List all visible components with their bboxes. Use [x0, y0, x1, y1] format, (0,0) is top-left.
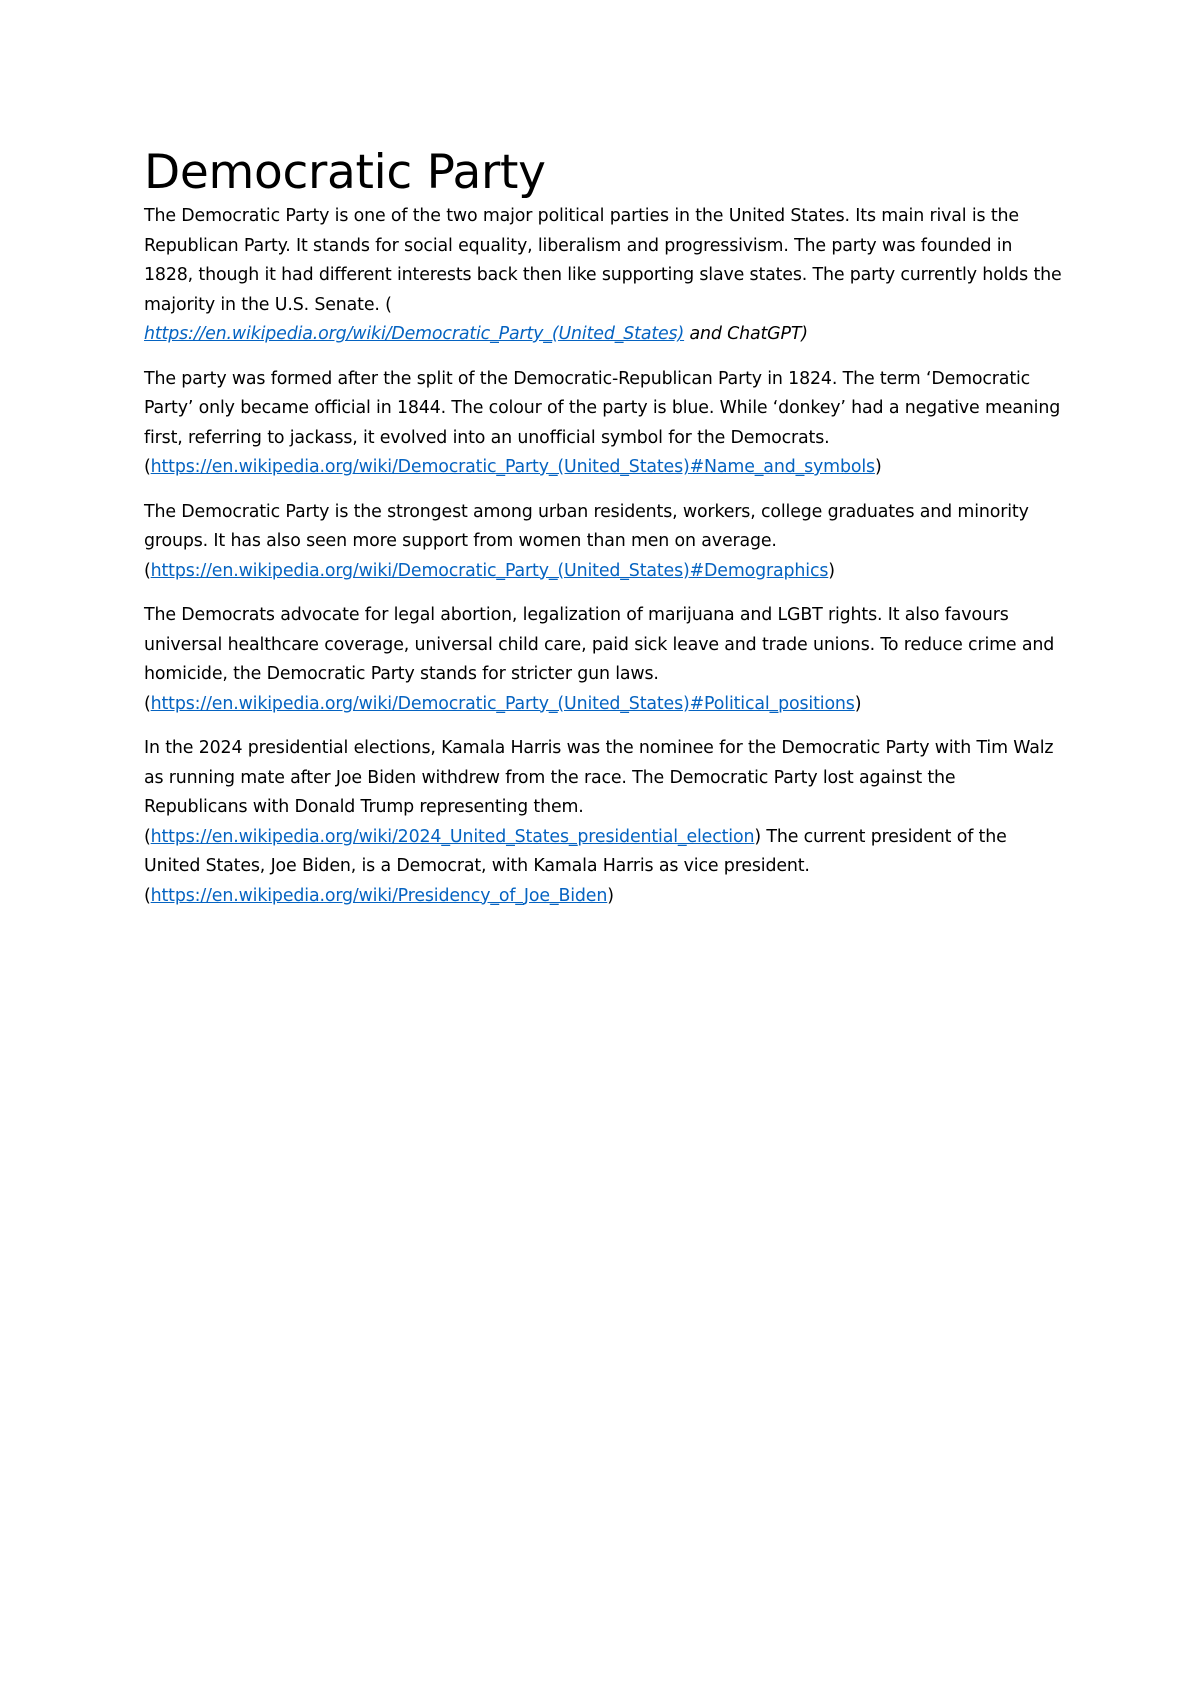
wikipedia-link-name-and-symbols[interactable]: https://en.wikipedia.org/wiki/Democratic_Party_(United_States)#Name_and_symbols — [150, 457, 875, 477]
paragraph-text: The Democratic Party is the strongest among urban residents, workers, college graduates and minority groups. It has also seen more support from women than men on average. — [144, 501, 1029, 551]
wikipedia-link-demographics[interactable]: https://en.wikipedia.org/wiki/Democratic_Party_(United_States)#Demographics — [150, 560, 829, 581]
paragraph-text: The Democrats advocate for legal abortion, legalization of marijuana and LGBT rights. It also favours universal healthcare coverage, universal child care, paid sick leave and trade unions. To reduce crime and homicide, the Democratic Party stands for stricter gun laws. — [144, 605, 1055, 684]
paragraph-text-continued: ) The current president of the United States, Joe Biden, is a Democrat, with Kamala Harris as vice president. — [144, 826, 1007, 876]
close-paren: ) — [828, 560, 835, 581]
paragraph-text: The Democratic Party is one of the two major political parties in the United States. Its main rival is the Republican Party. It stands for social equality, liberalism and progressivism. The party was founded in 1828, though it had different interests back then like supporting slave states. The party currently holds the majority in the U.S. Senate. ( — [144, 206, 1062, 315]
paragraph-text: In the 2024 presidential elections, Kamala Harris was the nominee for the Democratic Party with Tim Walz as running mate after Joe Biden withdrew from the race. The Democratic Party lost against the Republicans with Donald Trump representing them. — [144, 738, 1054, 817]
wikipedia-link-political-positions[interactable]: https://en.wikipedia.org/wiki/Democratic_Party_(United_States)#Political_positions — [150, 693, 855, 714]
paragraph-elections — [144, 734, 1064, 911]
document-title: Democratic Party — [144, 145, 546, 200]
paragraph-demographics — [144, 498, 1064, 587]
wikipedia-link-2024-election[interactable]: https://en.wikipedia.org/wiki/2024_United_States_presidential_election — [150, 826, 755, 847]
open-paren: ( — [144, 693, 151, 714]
open-paren: ( — [144, 826, 151, 847]
wikipedia-link-presidency-joe-biden[interactable]: https://en.wikipedia.org/wiki/Presidency_of_Joe_Biden — [150, 885, 608, 906]
open-paren: ( — [144, 885, 151, 906]
wikipedia-link-democratic-party[interactable]: https://en.wikipedia.org/wiki/Democratic_Party_(United_States) — [144, 324, 685, 344]
document-page — [144, 144, 1064, 926]
paragraph-history — [144, 365, 1064, 483]
open-paren: ( — [144, 457, 151, 477]
paragraph-positions — [144, 601, 1064, 719]
close-paren: ) — [874, 457, 882, 477]
close-paren: ) — [854, 693, 862, 714]
close-paren: ) — [607, 885, 614, 906]
source-suffix: and ChatGPT) — [684, 324, 808, 344]
paragraph-overview — [144, 202, 1064, 350]
open-paren: ( — [144, 560, 151, 581]
paragraph-text: The party was formed after the split of the Democratic-Republican Party in 1824. The term ‘Democratic Party’ only became official in 1844. The colour of the party is blue. While ‘donkey’ had a negative meaning first, referring to jackass, it evolved into an unofficial symbol for the Democrats. — [144, 368, 1061, 448]
